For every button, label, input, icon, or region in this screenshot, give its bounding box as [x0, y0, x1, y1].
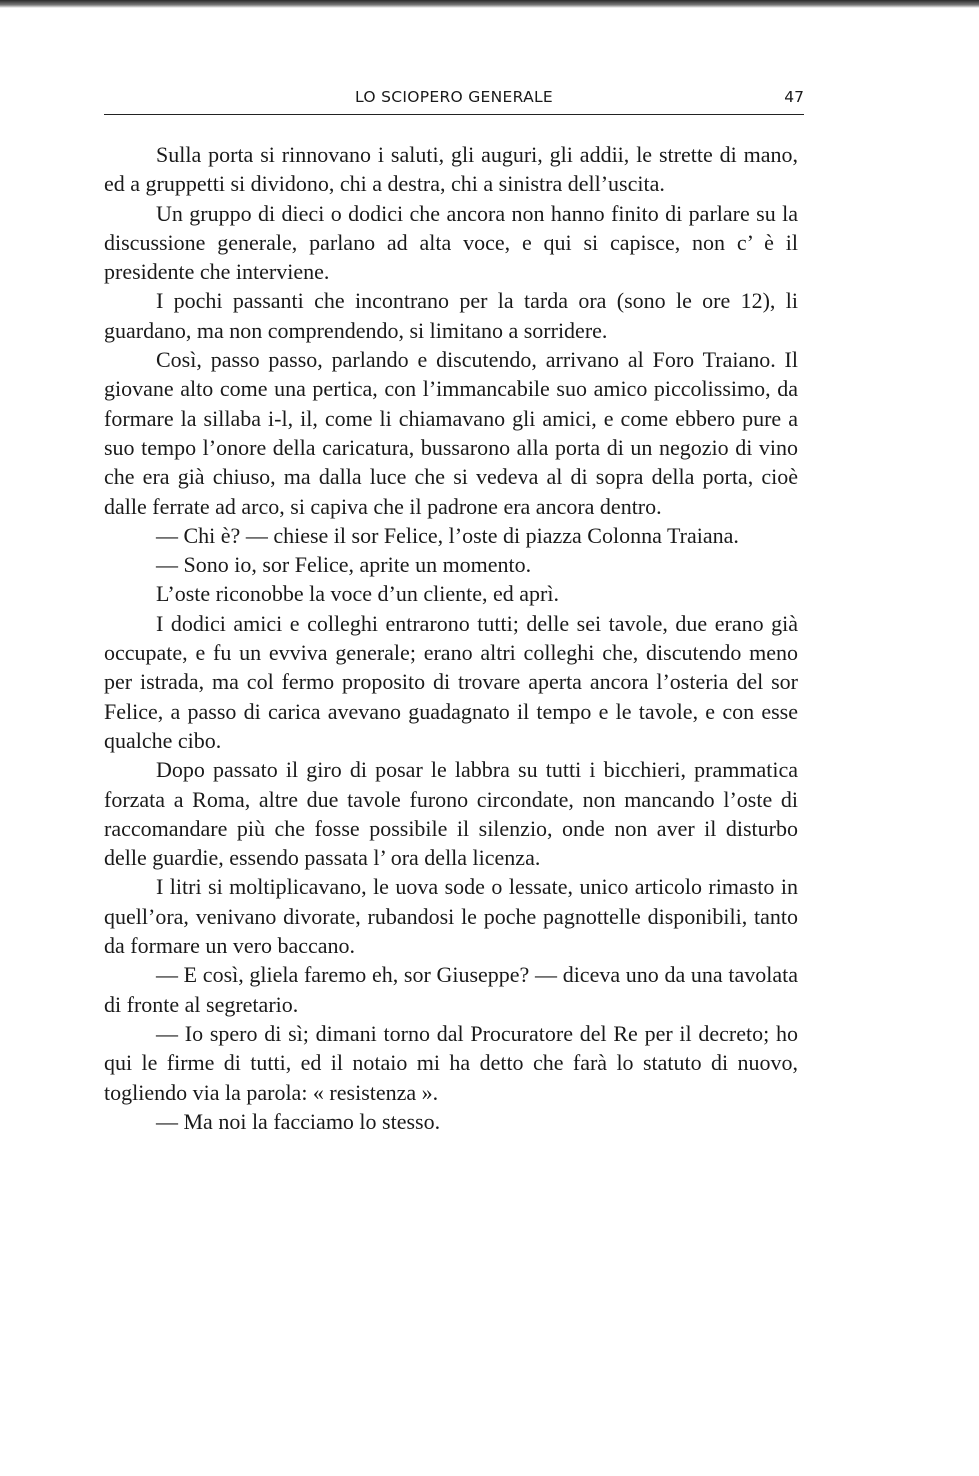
paragraph: L’oste riconobbe la voce d’un cliente, ed aprì. [156, 581, 559, 607]
paragraph: I pochi passanti che incontrano per la tarda ora (sono le ore 12), li guardano, ma non comprendendo, si limitano a sorridere. [104, 288, 798, 343]
running-title: LO SCIOPERO GENERALE [354, 88, 554, 106]
paragraph: — Sono io, sor Felice, aprite un momento. [156, 552, 532, 578]
paragraph: Così, passo passo, parlando e discutendo, arrivano al Foro Traiano. Il giovane alto come una pertica, con l’immancabile suo amico piccolissimo, da formare la sillaba i-l, il, come li chiamavano gli amici, e come ebbero pure a suo tempo l’onore della caricatura, bussarono alla porta di un negozio di vino che era già chiuso, ma dalla luce che si vedeva al di sopra della porta, cioè dalle ferrate ad arco, si capiva che il padrone era ancora dentro. [104, 347, 798, 519]
page-number: 47 [784, 88, 804, 106]
paragraph: — E così, gliela faremo eh, sor Giuseppe? — diceva uno da una tavolata di fronte al segretario. [104, 962, 798, 1017]
paragraph: I dodici amici e colleghi entrarono tutti; delle sei tavole, due erano già occupate, e fu un evviva generale; erano altri colleghi che, discutendo meno per istrada, ma col fermo proposito di trovare aperta ancora l’osteria del sor Felice, a passo di carica avevano guadagnato il tempo e le tavole, e con esse qualche cibo. [104, 610, 798, 753]
scan-top-edge [0, 0, 979, 8]
body-text [104, 140, 798, 1136]
paragraph: — Ma noi la facciamo lo stesso. [156, 1108, 441, 1134]
paragraph: Sulla porta si rinnovano i saluti, gli auguri, gli addii, le strette di mano, ed a gruppetti si dividono, chi a destra, chi a sinistra dell’uscita. [104, 142, 798, 197]
paragraph: — Chi è? — chiese il sor Felice, l’oste di piazza Colonna Traiana. [156, 522, 739, 548]
paragraph: — Io spero di sì; dimani torno dal Procuratore del Re per il decreto; ho qui le firme di tutti, ed il notaio mi ha detto che farà lo statuto di nuovo, togliendo via la parola: « resistenza ». [104, 1020, 798, 1105]
paragraph: Dopo passato il giro di posar le labbra su tutti i bicchieri, prammatica forzata a Roma, altre due tavole furono circondate, non mancando l’oste di raccomandare più che fosse possibile il silenzio, onde non aver il disturbo delle guardie, essendo passata l’ ora della licenza. [104, 757, 798, 871]
header-rule [104, 114, 804, 115]
paragraph: Un gruppo di dieci o dodici che ancora non hanno finito di parlare su la discussione generale, parlano ad alta voce, e qui si capisce, non c’ è il presidente che interviene. [104, 200, 798, 285]
paragraph: I litri si moltiplicavano, le uova sode o lessate, unico articolo rimasto in quell’ora, venivano divorate, rubandosi le poche pagnottelle disponibili, tanto da formare un vero baccano. [104, 874, 798, 959]
page-header [104, 86, 804, 112]
